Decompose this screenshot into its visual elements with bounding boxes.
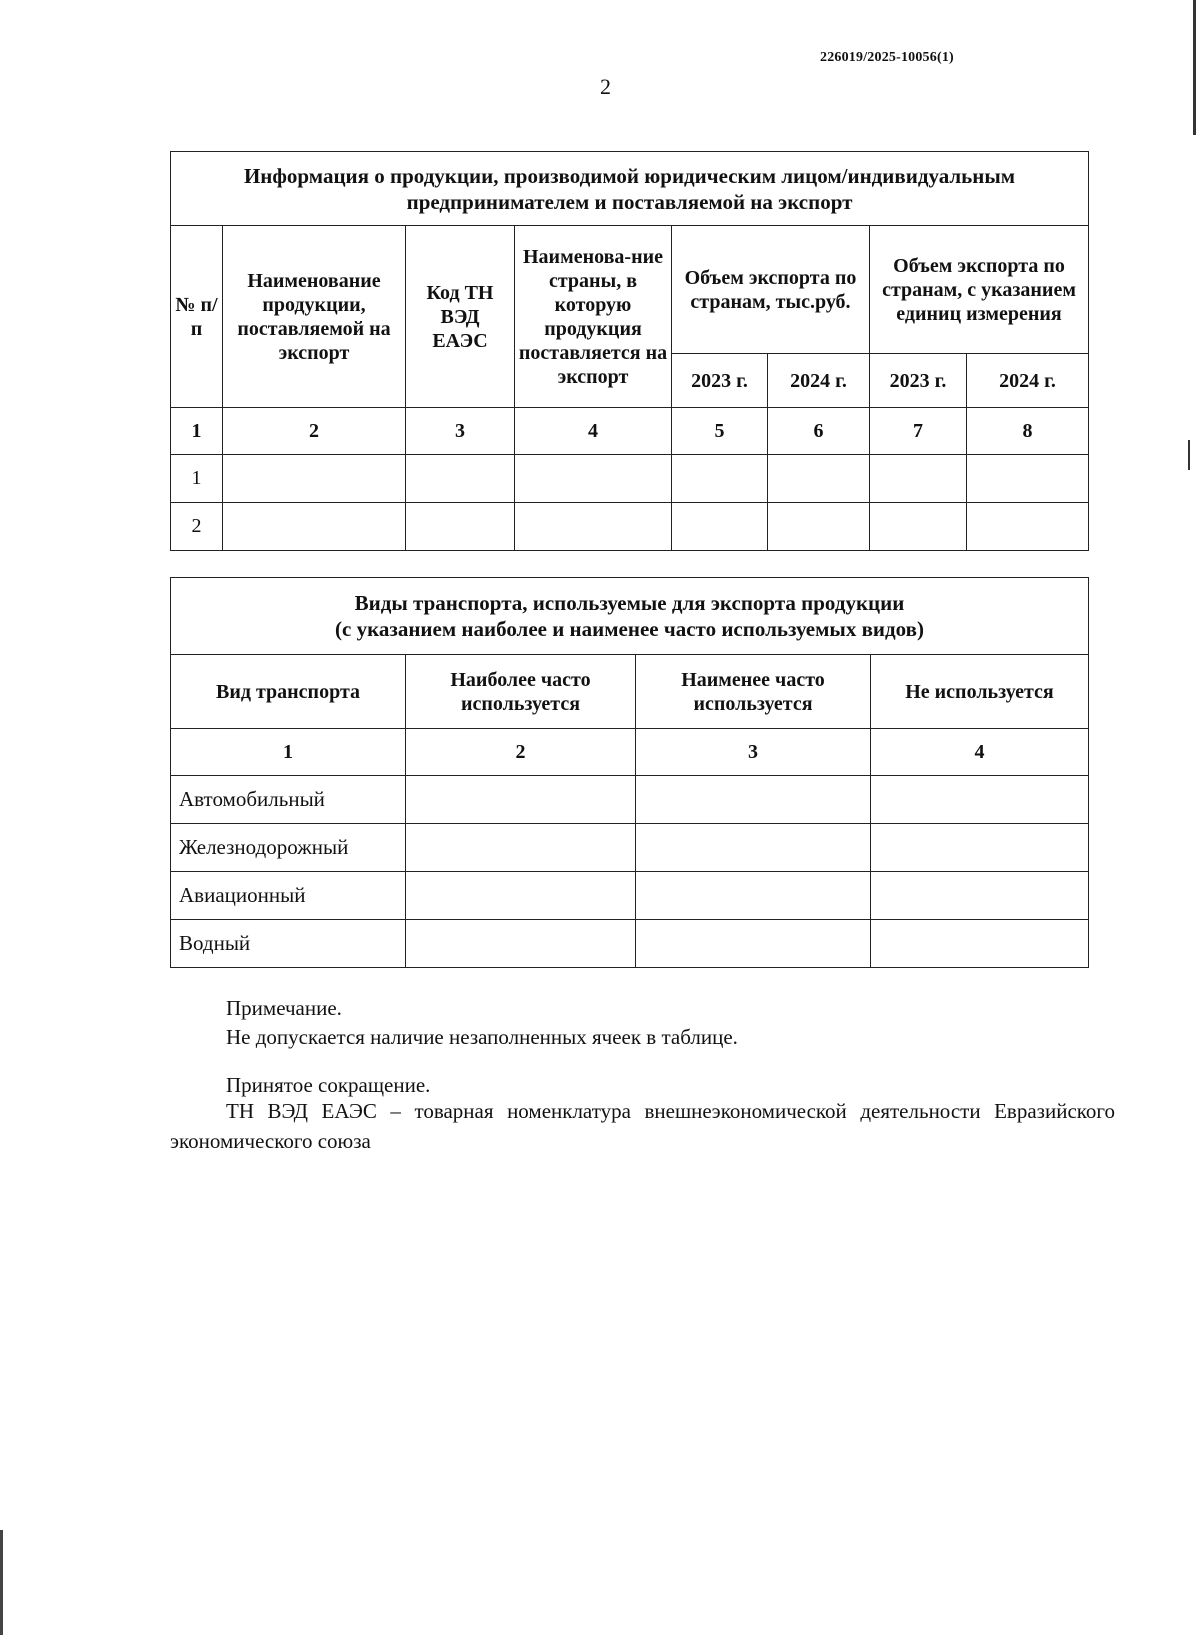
col-header-country: Наименова-ние страны, в которую продукция поставляется на экспорт	[515, 226, 672, 408]
empty-cell[interactable]	[636, 920, 871, 968]
table1-title: Информация о продукции, производимой юридическим лицом/индивидуальным предпринимателем и поставляемой на экспорт	[171, 152, 1089, 226]
column-number: 4	[871, 729, 1089, 776]
empty-cell[interactable]	[768, 455, 870, 503]
row-number: 1	[171, 455, 223, 503]
column-number: 7	[870, 408, 967, 455]
empty-cell[interactable]	[515, 503, 672, 551]
col-header-number: № п/п	[171, 226, 223, 408]
empty-cell[interactable]	[967, 455, 1089, 503]
col-header-year-2024-units: 2024 г.	[967, 354, 1089, 408]
empty-cell[interactable]	[636, 824, 871, 872]
table-row	[171, 503, 1089, 551]
abbreviation-title: Принятое сокращение.	[226, 1073, 431, 1097]
transport-types-table	[170, 577, 1089, 968]
empty-cell[interactable]	[406, 503, 515, 551]
column-number: 1	[171, 408, 223, 455]
column-number: 6	[768, 408, 870, 455]
col-header-transport-type: Вид транспорта	[171, 655, 406, 729]
empty-cell[interactable]	[870, 503, 967, 551]
col-header-volume-rub: Объем экспорта по странам, тыс.руб.	[672, 226, 870, 354]
table-row	[171, 920, 1089, 968]
document-id: 226019/2025-10056(1)	[820, 50, 954, 65]
scan-edge-line	[0, 1530, 3, 1635]
col-header-tn-ved-code: Код ТН ВЭД ЕАЭС	[406, 226, 515, 408]
page-number: 2	[600, 74, 611, 99]
transport-type-label: Железнодорожный	[171, 824, 406, 872]
note-text: Не допускается наличие незаполненных ячеек в таблице.	[226, 1025, 738, 1049]
empty-cell[interactable]	[871, 824, 1089, 872]
note-title: Примечание.	[226, 996, 342, 1020]
col-header-year-2023-units: 2023 г.	[870, 354, 967, 408]
empty-cell[interactable]	[768, 503, 870, 551]
col-header-product-name: Наименование продукции, поставляемой на экспорт	[223, 226, 406, 408]
transport-type-label: Автомобильный	[171, 776, 406, 824]
empty-cell[interactable]	[672, 503, 768, 551]
row-number: 2	[171, 503, 223, 551]
empty-cell[interactable]	[223, 455, 406, 503]
table2-title	[171, 578, 1089, 655]
table-row	[171, 776, 1089, 824]
empty-cell[interactable]	[871, 920, 1089, 968]
scan-edge-mark	[1188, 440, 1190, 470]
empty-cell[interactable]	[967, 503, 1089, 551]
transport-type-label: Водный	[171, 920, 406, 968]
column-number: 3	[636, 729, 871, 776]
col-header-most-used: Наиболее часто используется	[406, 655, 636, 729]
col-header-not-used: Не используется	[871, 655, 1089, 729]
empty-cell[interactable]	[406, 872, 636, 920]
column-number: 2	[406, 729, 636, 776]
empty-cell[interactable]	[871, 872, 1089, 920]
scan-edge-line	[1193, 0, 1196, 135]
column-number: 5	[672, 408, 768, 455]
table-row	[171, 455, 1089, 503]
empty-cell[interactable]	[871, 776, 1089, 824]
column-number: 4	[515, 408, 672, 455]
col-header-year-2023-rub: 2023 г.	[672, 354, 768, 408]
empty-cell[interactable]	[406, 824, 636, 872]
column-number: 8	[967, 408, 1089, 455]
empty-cell[interactable]	[515, 455, 672, 503]
empty-cell[interactable]	[406, 920, 636, 968]
table-row	[171, 872, 1089, 920]
col-header-least-used: Наименее часто используется	[636, 655, 871, 729]
empty-cell[interactable]	[672, 455, 768, 503]
column-number: 3	[406, 408, 515, 455]
col-header-year-2024-rub: 2024 г.	[768, 354, 870, 408]
table-row	[171, 824, 1089, 872]
empty-cell[interactable]	[406, 776, 636, 824]
abbreviation-text-content: ТН ВЭД ЕАЭС – товарная номенклатура внешнеэкономической деятельности Евразийского экономического союза	[170, 1099, 1115, 1153]
transport-type-label: Авиационный	[171, 872, 406, 920]
empty-cell[interactable]	[636, 776, 871, 824]
table2-title-line1: Виды транспорта, используемые для экспорта продукции	[354, 591, 905, 615]
column-number-row	[171, 408, 1089, 455]
empty-cell[interactable]	[406, 455, 515, 503]
empty-cell[interactable]	[636, 872, 871, 920]
col-header-volume-units: Объем экспорта по странам, с указанием единиц измерения	[870, 226, 1089, 354]
empty-cell[interactable]	[870, 455, 967, 503]
column-number: 2	[223, 408, 406, 455]
abbreviation-text	[170, 1096, 1115, 1156]
export-products-table	[170, 151, 1089, 551]
table2-title-line2: (с указанием наиболее и наименее часто используемых видов)	[335, 617, 924, 641]
column-number: 1	[171, 729, 406, 776]
column-number-row	[171, 729, 1089, 776]
empty-cell[interactable]	[223, 503, 406, 551]
